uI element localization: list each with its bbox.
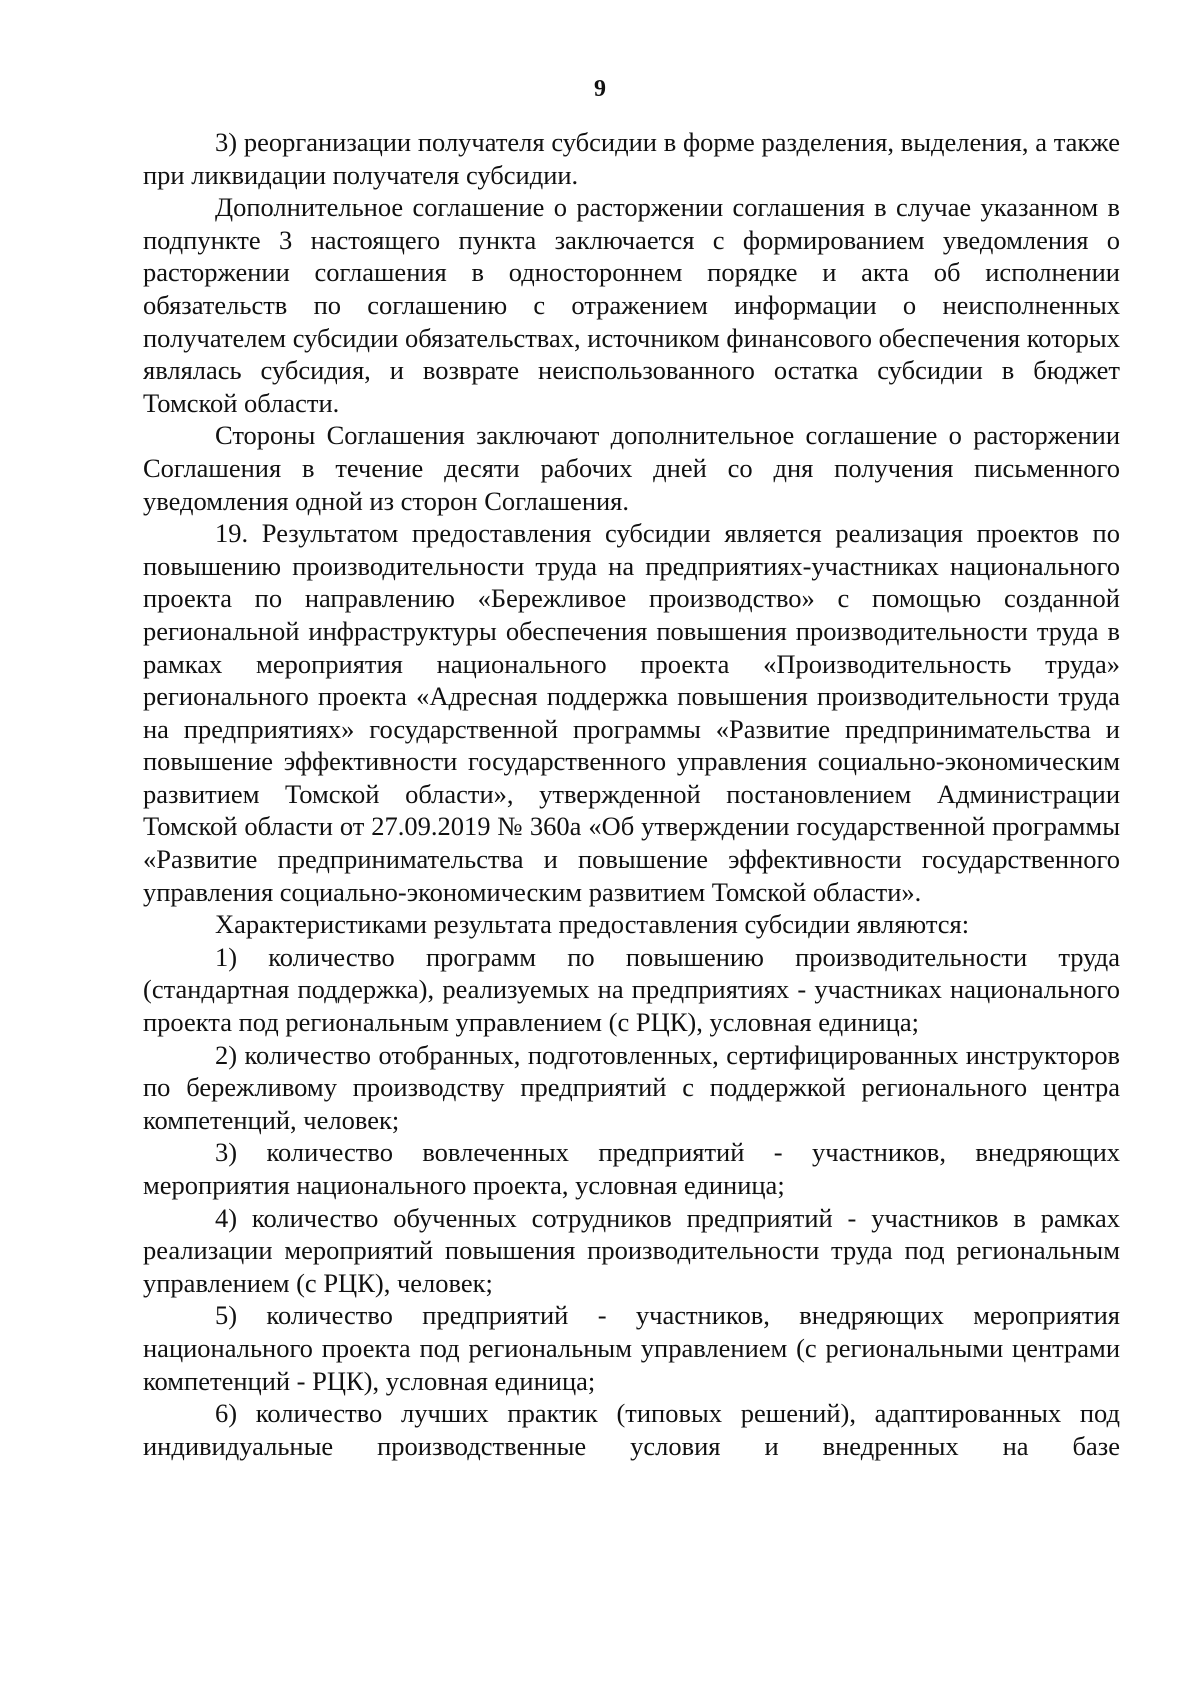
page-number: 9 <box>594 76 606 102</box>
paragraph-parties-agreement: Стороны Соглашения заключают дополнительное соглашение о расторжении Соглашения в течение десяти рабочих дней со дня получения письменного уведомления одной из сторон Соглашения. <box>143 420 1120 516</box>
list-item-3: 3) количество вовлеченных предприятий - участников, внедряющих мероприятия национального проекта, условная единица; <box>143 1137 1120 1200</box>
list-item-2: 2) количество отобранных, подготовленных, сертифицированных инструкторов по бережливому производству предприятий с поддержкой регионального центра компетенций, человек; <box>143 1039 1120 1135</box>
paragraph-item-3-reorganization: 3) реорганизации получателя субсидии в форме разделения, выделения, а также при ликвидации получателя субсидии. <box>143 127 1120 190</box>
paragraph-19-result: 19. Результатом предоставления субсидии является реализация проектов по повышению производительности труда на предприятиях-участниках национального проекта по направлению «Бережливое производство» с помощью созданной региональной инфраструктуры обеспечения повышения производительности труда в рамках мероприятия национального проекта «Производительность труда» регионального проекта «Адресная поддержка повышения производительности труда на предприятиях» государственной программы «Развитие предпринимательства и повышение эффективности государственного управления социально-экономическим развитием Томской области», утвержденной постановлением Администрации Томской области от 27.09.2019 № 360а «Об утверждении государственной программы «Развитие предпринимательства и повышение эффективности государственного управления социально-экономическим развитием Томской области». <box>143 518 1120 907</box>
list-item-6: 6) количество лучших практик (типовых решений), адаптированных под индивидуальные производственные условия и внедренных на базе <box>143 1398 1120 1461</box>
list-item-1: 1) количество программ по повышению производительности труда (стандартная поддержка), реализуемых на предприятиях - участниках национального проекта под региональным управлением (с РЦК), условная единица; <box>143 941 1120 1038</box>
document-body <box>143 126 1120 1462</box>
paragraph-additional-agreement: Дополнительное соглашение о расторжении соглашения в случае указанном в подпункте 3 настоящего пункта заключается с формированием уведомления о расторжении соглашения в одностороннем порядке и акта об исполнении обязательств по соглашению с отражением информации о неисполненных получателем субсидии обязательствах, источником финансового обеспечения которых являлась субсидия, и возврате неиспользованного остатка субсидии в бюджет Томской области. <box>143 192 1120 418</box>
list-item-5: 5) количество предприятий - участников, внедряющих мероприятия национального проекта под региональным управлением (с региональными центрами компетенций - РЦК), условная единица; <box>143 1300 1120 1396</box>
paragraph-characteristics-heading: Характеристиками результата предоставления субсидии являются: <box>215 909 970 940</box>
list-item-4: 4) количество обученных сотрудников предприятий - участников в рамках реализации мероприятий повышения производительности труда под региональным управлением (с РЦК), человек; <box>143 1202 1120 1298</box>
